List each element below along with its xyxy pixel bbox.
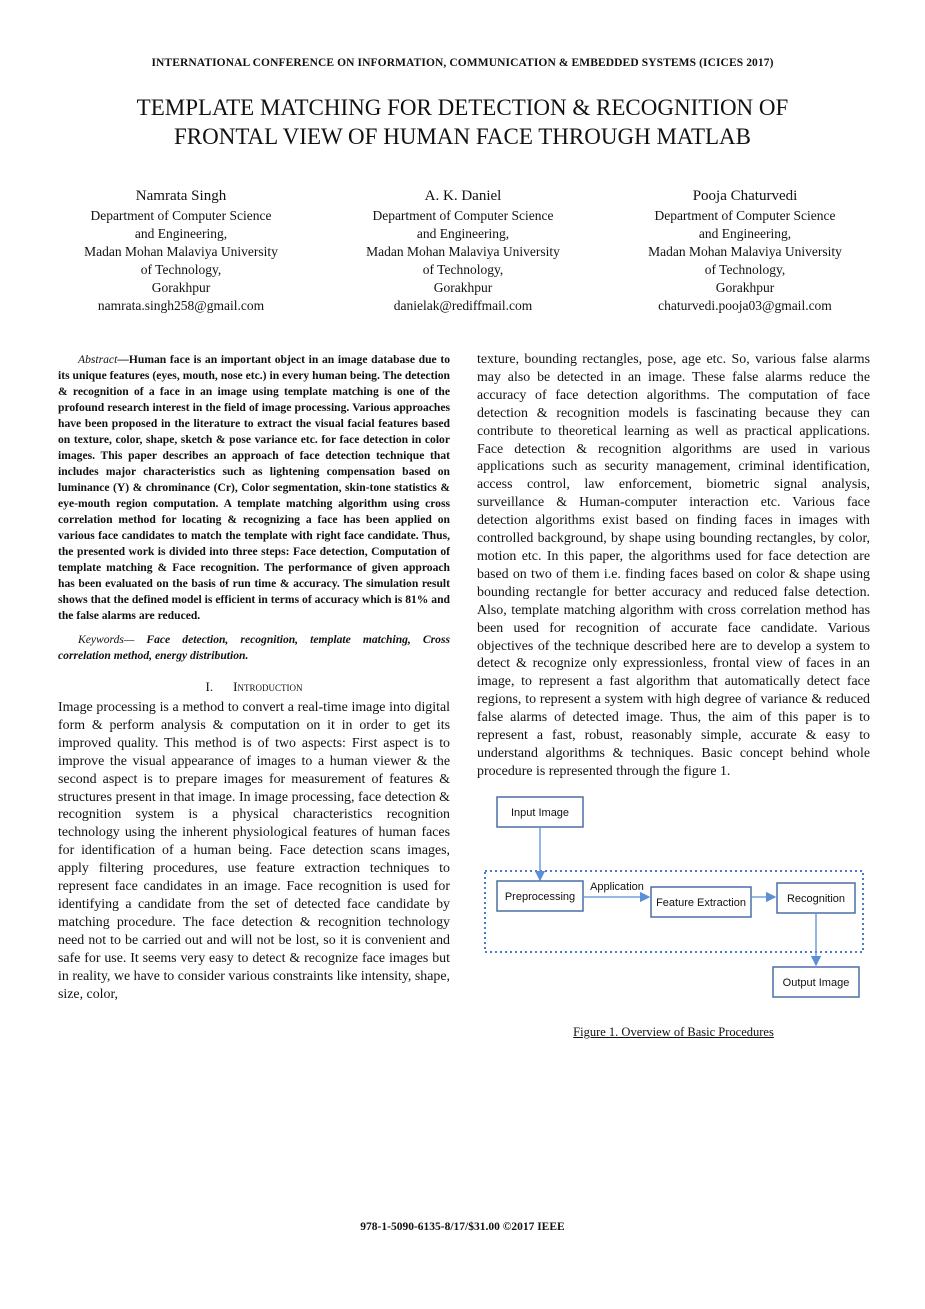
author-university: of Technology, [422, 262, 504, 277]
intro-paragraph-left: Image processing is a method to convert a real-time image into digital form & perform analysis & computation on it in order to get its improved quality. This method is of two aspects: First aspect is to improve the visual appearance of images to a human viewer & the second aspect is to prepare images for measurement of features & structures present in that image. In image processing, face detection & recognition system is a physical characteristics recognition technology using the inherent physiological features of human faces for identification of a human being. Face detection scans images, apply filtering procedures, use feature extraction techniques to represent face candidates in an image. Face recognition is used for identifying a candidate from the set of detected face candidate by matching procedure. The face detection & recognition technology need not to be carried out and will not be lost, so it is convenient and safe for use. It seems very easy to detect & recognize face images but in reality, we have to consider various constraints like intensity, shape, size, color, [58, 700, 450, 1002]
section-heading-introduction [58, 678, 450, 696]
author-university: Madan Mohan Malaviya University [648, 244, 842, 259]
author-dept: and Engineering, [698, 226, 792, 241]
author-name: Pooja Chaturvedi [692, 188, 798, 204]
input-image-label: Input Image [510, 806, 570, 819]
abstract-label: Abstract [78, 353, 118, 366]
author-1 [40, 185, 322, 315]
author-block [40, 185, 886, 315]
author-3 [604, 185, 886, 315]
section-title: Introduction [233, 679, 303, 694]
preprocessing-label: Preprocessing [504, 890, 576, 903]
keywords-label: Keywords— [78, 633, 135, 646]
intro-paragraph-right: texture, bounding rectangles, pose, age etc. So, various false alarms may also be detected in an image. These false alarms reduce the accuracy of face detection algorithms. The computation of face detection & recognition models is fascinating because they can contribute to theoretical learning as well as practical applications. Face detection & recognition algorithms are used in various applications such as security management, criminal identification, access control, law enforcement, biometric signal analysis, surveillance & Human-computer interaction etc. Various face detection algorithms exist based on finding faces in images with controlled background, by shape using bounding rectangles, by color, motion etc. In this paper, the algorithms used for face detection are based on two of them i.e. finding faces based on color & shape using bounding rectangle for better accuracy and reduced false detection. Also, template matching algorithm with cross correlation method has been used for recognition of accurate face candidate. Various objectives of the technique described here are to develop a system to detect & recognize only expressionless, frontal view of faces in an image, to represent a fast algorithm that automatically detect face regions, to represent a system with high degree of variance & reduced false alarms of detected image. Thus, the aim of this paper is to represent a fast, robust, reasonably simple, accurate & easy to understand algorithms & techniques. Basic concept behind whole procedure is represented through the figure 1. [477, 352, 870, 779]
figure-1 [477, 791, 870, 1021]
abstract-text: Human face is an important object in an image database due to its unique features (eyes, mouth, nose etc.) in every human being. The detection & recognition of a face in an image using template matching is one of the profound research interest in the field of image processing. Various approaches have been proposed in the literature to extract the visual facial features based on texture, color, shape, sketch & pose variance etc. for face detection in color images. This paper describes an approach of face detection technique that includes major characteristics such as lightening compensation based on luminance (Y) & chrominance (Cr), Color segmentation, skin-tone statistics & eye-mouth region computation. A template matching algorithm using cross correlation method for locating & recognizing a face has been applied on various face candidates to match the template with right face candidate. Thus, the presented work is divided into three steps: Face detection, Computation of template matching & Face recognition. The performance of given approach has been evaluated on the basis of run time & accuracy. The simulation result shows that the defined model is efficient in terms of accuracy which is 81% and the false alarms are reduced. [58, 353, 450, 622]
author-university: of Technology, [704, 262, 786, 277]
section-number: I. [205, 679, 214, 694]
author-city: Gorakhpur [715, 280, 775, 295]
author-university: Madan Mohan Malaviya University [366, 244, 560, 259]
figure-caption: Figure 1. Overview of Basic Procedures [573, 1024, 774, 1039]
paper-title [60, 93, 865, 151]
title-line-2: FRONTAL VIEW OF HUMAN FACE THROUGH MATLAB [173, 124, 752, 149]
recognition-label: Recognition [786, 892, 846, 905]
author-university: Madan Mohan Malaviya University [84, 244, 278, 259]
author-name: Namrata Singh [135, 188, 227, 204]
author-email: danielak@rediffmail.com [393, 298, 533, 313]
flow-diagram [477, 791, 870, 1021]
title-line-1: TEMPLATE MATCHING FOR DETECTION & RECOGNITION OF [136, 95, 789, 120]
author-city: Gorakhpur [151, 280, 211, 295]
author-dept: Department of Computer Science [90, 208, 272, 223]
author-dept: Department of Computer Science [654, 208, 836, 223]
author-2 [322, 185, 604, 315]
feature-extraction-label: Feature Extraction [656, 896, 746, 909]
abstract [58, 352, 450, 624]
author-email: chaturvedi.pooja03@gmail.com [658, 298, 832, 313]
author-email: namrata.singh258@gmail.com [97, 298, 265, 313]
author-city: Gorakhpur [433, 280, 493, 295]
keywords [58, 632, 450, 664]
keywords-text: Face detection, recognition, template matching, Cross correlation method, energy distribution. [58, 633, 450, 662]
author-dept: and Engineering, [416, 226, 510, 241]
author-university: of Technology, [140, 262, 222, 277]
author-dept: Department of Computer Science [372, 208, 554, 223]
right-column [477, 351, 870, 1040]
author-dept: and Engineering, [134, 226, 228, 241]
page-footer: 978-1-5090-6135-8/17/$31.00 ©2017 IEEE [360, 1221, 565, 1233]
conference-header: INTERNATIONAL CONFERENCE ON INFORMATION, COMMUNICATION & EMBEDDED SYSTEMS (ICICES 2017) [151, 57, 774, 69]
abstract-dash: — [117, 353, 129, 366]
left-column [58, 352, 450, 1003]
application-label: Application [590, 880, 644, 893]
output-image-label: Output Image [782, 976, 850, 989]
author-name: A. K. Daniel [424, 188, 502, 204]
